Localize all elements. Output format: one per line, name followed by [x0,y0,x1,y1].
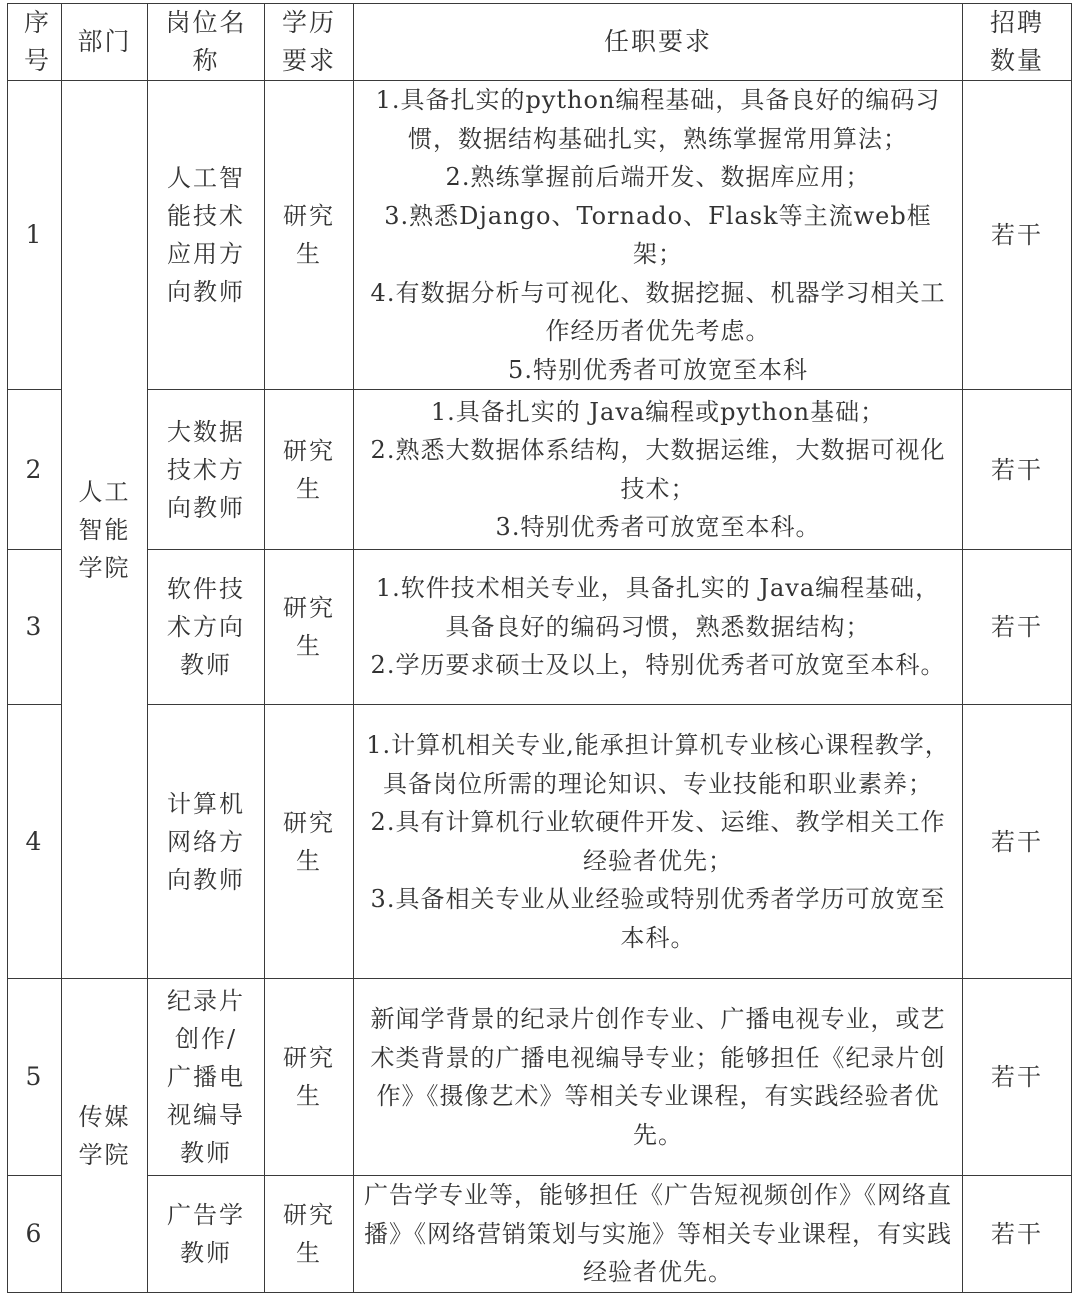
requirements-cell [354,1176,963,1293]
table-row [8,705,1072,979]
recruitment-table [7,3,1072,1293]
table-row [8,979,1072,1176]
requirement-item: 1.具备扎实的python编程基础，具备良好的编码习惯，数据结构基础扎实，熟练掌握常用算法； [375,86,941,153]
requirement-item: 新闻学背景的纪录片创作专业、广播电视专业，或艺术类背景的广播电视编导专业；能够担任《纪录片创作》《摄像艺术》等相关专业课程，有实践经验者优先。 [370,1005,946,1149]
position-cell: 广告学教师 [148,1176,265,1293]
requirement-item: 2.学历要求硕士及以上，特别优秀者可放宽至本科。 [370,651,946,680]
education-cell: 研究生 [265,390,354,550]
count-cell: 若干 [963,81,1072,390]
row-index: 4 [8,705,62,979]
row-index: 3 [8,550,62,705]
count-cell: 若干 [963,705,1072,979]
header-row [8,4,1072,81]
table-row [8,81,1072,390]
education-cell: 研究生 [265,81,354,390]
requirement-item: 2.熟悉大数据体系结构，大数据运维，大数据可视化技术； [370,436,946,503]
header-education: 学历要求 [265,4,354,81]
row-index: 2 [8,390,62,550]
count-cell: 若干 [963,1176,1072,1293]
header-department: 部门 [62,4,148,81]
table-row [8,550,1072,705]
requirement-item: 5.特别优秀者可放宽至本科 [508,355,808,384]
education-cell: 研究生 [265,1176,354,1293]
requirement-item: 2.具有计算机行业软硬件开发、运维、教学相关工作经验者优先； [370,808,946,875]
position-cell: 纪录片创作/广播电视编导教师 [148,979,265,1176]
count-cell: 若干 [963,390,1072,550]
education-cell: 研究生 [265,979,354,1176]
requirement-item: 1.计算机相关专业,能承担计算机专业核心课程教学，具备岗位所需的理论知识、专业技能和职业素养； [366,731,950,798]
education-cell: 研究生 [265,705,354,979]
header-index: 序号 [8,4,62,81]
count-cell: 若干 [963,550,1072,705]
row-index: 1 [8,81,62,390]
count-cell: 若干 [963,979,1072,1176]
requirements-cell [354,550,963,705]
department-cell: 人工智能学院 [62,81,148,979]
position-cell: 软件技术方向教师 [148,550,265,705]
table-row [8,1176,1072,1293]
education-cell: 研究生 [265,550,354,705]
department-cell: 传媒学院 [62,979,148,1293]
requirement-item: 2.熟练掌握前后端开发、数据库应用； [445,163,871,191]
requirements-cell [354,705,963,979]
row-index: 5 [8,979,62,1176]
row-index: 6 [8,1176,62,1293]
header-position: 岗位名称 [148,4,265,81]
requirement-item: 3.特别优秀者可放宽至本科。 [495,513,821,541]
position-cell: 大数据技术方向教师 [148,390,265,550]
requirement-item: 3.熟悉Django、Tornado、Flask等主流web框架； [384,201,932,268]
requirement-item: 3.具备相关专业从业经验或特别优秀者学历可放宽至本科。 [370,885,946,952]
requirements-cell [354,81,963,390]
requirement-item: 4.有数据分析与可视化、数据挖掘、机器学习相关工作经历者优先考虑。 [370,278,946,345]
position-cell: 计算机网络方向教师 [148,705,265,979]
requirement-item: 1.软件技术相关专业，具备扎实的 Java编程基础，具备良好的编码习惯，熟悉数据结构； [375,574,941,641]
requirements-cell [354,979,963,1176]
header-count: 招聘数量 [963,4,1072,81]
position-cell: 人工智能技术应用方向教师 [148,81,265,390]
table-row [8,390,1072,550]
requirement-item: 广告学专业等，能够担任《广告短视频创作》《网络直播》《网络营销策划与实施》等相关专业课程，有实践经验者优先。 [364,1181,952,1287]
header-requirements: 任职要求 [354,4,963,81]
requirements-cell [354,390,963,550]
requirement-item: 1.具备扎实的 Java编程或python基础； [430,397,886,426]
